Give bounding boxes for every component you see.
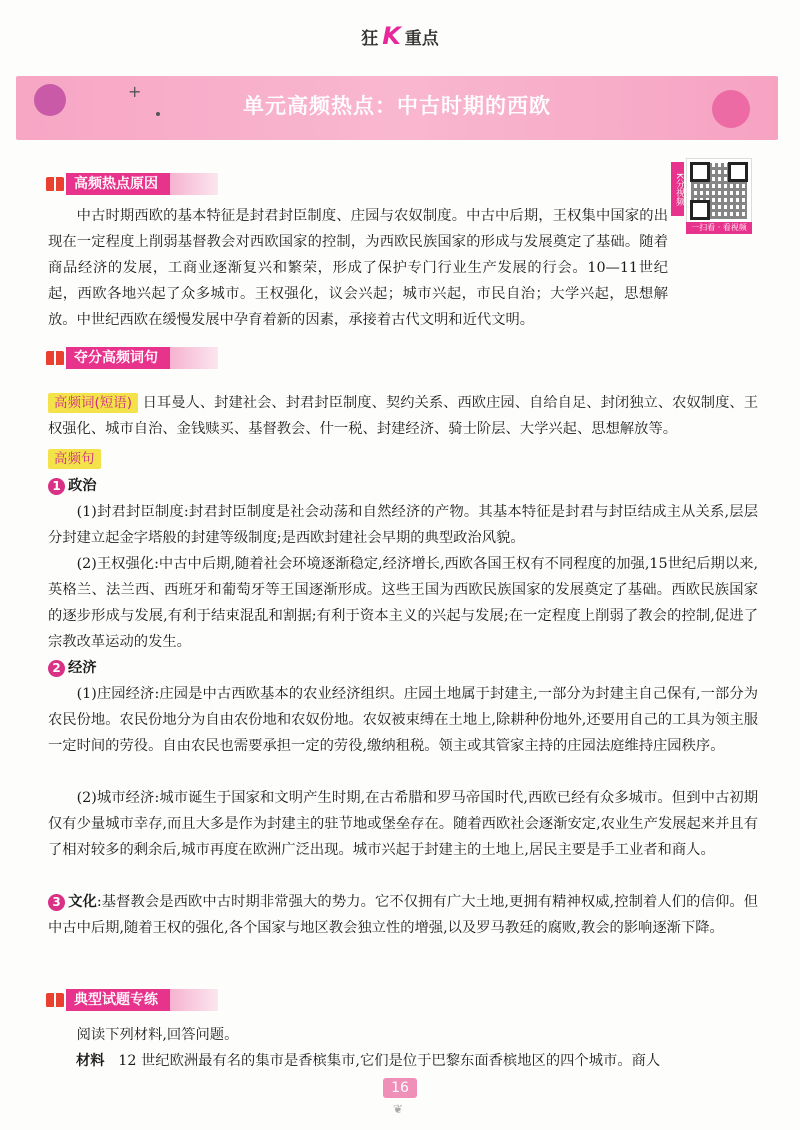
culture-title: 文化 (68, 894, 97, 910)
brand-right: 重点 (404, 29, 439, 49)
material-label: 材料 (76, 1053, 105, 1069)
number-badge: 2 (48, 660, 65, 677)
section-heading-phrases (46, 347, 218, 369)
high-sentence-tag-row (48, 446, 758, 472)
section-heading-practice (46, 989, 218, 1011)
qr-side-label: K分视频 (671, 162, 684, 216)
banner-title: 单元高频热点：中古时期的西欧 (243, 94, 551, 118)
politics-p1-text: (1)封君封臣制度:封君封臣制度是社会动荡和自然经济的产物。其基本特征是封君与封臣结成主从关系,层层分封建立起金字塔般的封建等级制度;是西欧封建社会早期的典型政治风貌。 (48, 504, 758, 546)
qr-corner (728, 162, 748, 182)
economy-p1-text: (1)庄园经济:庄园是中古西欧基本的农业经济组织。庄园土地属于封建主,一部分为封建主自己保有,一部分为农民份地。农民份地分为自由农份地和农奴份地。农奴被束缚在土地上,除耕种份地外,还要用自己的工具为领主服一定时间的劳役。自由农民也需要承担一定的劳役,缴纳租税。领主或其管家主持的庄园法庭维持庄园秩序。 (48, 686, 758, 754)
section-band (170, 347, 218, 369)
brand-k-logo: K (382, 22, 401, 50)
brand-left: 狂 (361, 29, 379, 49)
section-label: 典型试题专练 (66, 989, 170, 1011)
book-icon (46, 177, 64, 191)
politics-heading (48, 473, 758, 499)
qr-code[interactable] (686, 158, 752, 224)
politics-p2 (48, 551, 758, 655)
high-words-tag: 高频词(短语) (48, 393, 138, 413)
qr-caption: 一扫看 · 看视频 (686, 222, 752, 234)
section-label: 夺分高频词句 (66, 347, 170, 369)
title-banner (16, 76, 778, 140)
leaf-icon: ❦ (393, 1102, 404, 1116)
number-badge: 1 (48, 478, 65, 495)
section-band (170, 989, 218, 1011)
decor-plus-icon: + (128, 82, 142, 101)
politics-p2-text: (2)王权强化:中古中后期,随着社会环境逐渐稳定,经济增长,西欧各国王权有不同程度的加强,15世纪后期以来,英格兰、法兰西、西班牙和葡萄牙等王国逐渐形成。这些王国为西欧民族国家的发展奠定了基础。西欧民族国家的逐步形成与发展,有利于结束混乱和割据;有利于资本主义的兴起与发展;在一定程度上削弱了教会的控制,促进了宗教改革运动的发生。 (48, 556, 758, 650)
high-words-text: 日耳曼人、封建社会、封君封臣制度、契约关系、西欧庄园、自给自足、封闭独立、农奴制度、王权强化、城市自治、金钱赎买、基督教会、什一税、封建经济、骑士阶层、大学兴起、思想解放等。 (48, 395, 758, 437)
number-badge: 3 (48, 894, 65, 911)
reasons-text: 中古时期西欧的基本特征是封君封臣制度、庄园与农奴制度。中古中后期，王权集中国家的出现在一定程度上削弱基督教会对西欧国家的控制，为西欧民族国家的形成与发展奠定了基础。随着商品经济的发展，工商业逐渐复兴和繁荣，形成了保护专门行业生产发展的行会。10—11世纪起，西欧各地兴起了众多城市。王权强化，议会兴起；城市兴起，市民自治；大学兴起，思想解放。中世纪西欧在缓慢发展中孕育着新的因素，承接着古代文明和近代文明。 (48, 208, 668, 328)
culture-paragraph (48, 889, 758, 941)
practice-intro (48, 1022, 758, 1048)
economy-p2 (48, 785, 758, 863)
politics-title: 政治 (68, 478, 97, 494)
practice-intro-text: 阅读下列材料,回答问题。 (76, 1027, 239, 1043)
qr-corner (690, 162, 710, 182)
book-icon (46, 351, 64, 365)
section-label: 高频热点原因 (66, 173, 170, 195)
economy-heading (48, 655, 758, 681)
economy-title: 经济 (68, 660, 97, 676)
politics-p1 (48, 499, 758, 551)
section-heading-reasons (46, 173, 218, 195)
section-band (170, 173, 218, 195)
material-text: 12 世纪欧洲最有名的集市是香槟集市,它们是位于巴黎东面香槟地区的四个城市。商人 (118, 1053, 661, 1069)
high-sentence-tag: 高频句 (48, 449, 101, 469)
high-words-block (48, 390, 758, 442)
book-icon (46, 993, 64, 1007)
economy-p2-text: (2)城市经济:城市诞生于国家和文明产生时期,在古希腊和罗马帝国时代,西欧已经有众多城市。但到中古初期仅有少量城市幸存,而且大多是作为封建主的驻节地或堡垒存在。随着西欧社会逐渐安定,农业生产发展起来并且有了相对较多的剩余后,城市再度在欧洲广泛出现。城市兴起于封建主的土地上,居民主要是手工业者和商人。 (48, 790, 758, 858)
economy-p1 (48, 681, 758, 759)
qr-corner (690, 200, 710, 220)
culture-text: :基督教会是西欧中古时期非常强大的势力。它不仅拥有广大土地,更拥有精神权威,控制着人们的信仰。但中古中后期,随着王权的强化,各个国家与地区教会独立性的增强,以及罗马教廷的腐败,教会的影响逐渐下降。 (48, 894, 758, 936)
brand-header (0, 22, 800, 50)
page-number: 16 (383, 1078, 417, 1098)
reasons-paragraph (48, 203, 668, 333)
material-line (76, 1048, 758, 1074)
